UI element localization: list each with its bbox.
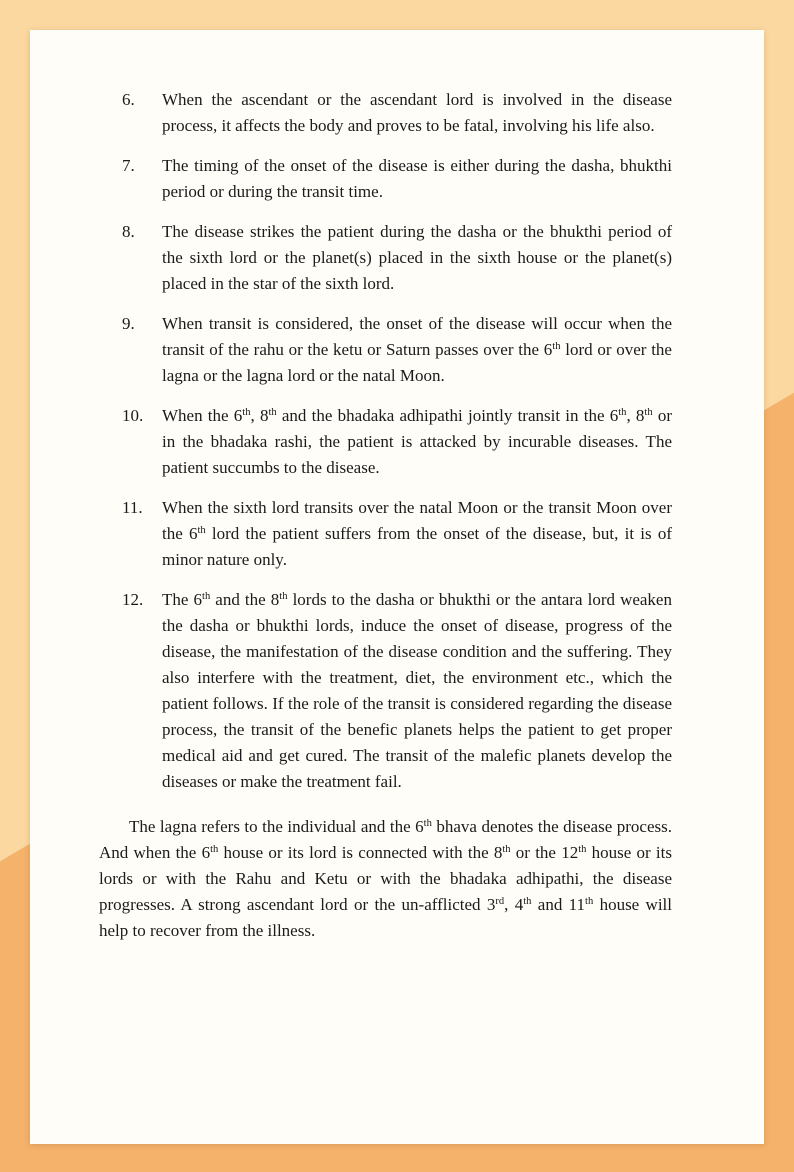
list-item-text: When the ascendant or the ascendant lord is involved in the disease process, it affects the body and proves to be fatal, involving his life also. bbox=[162, 90, 672, 135]
list-item bbox=[99, 311, 672, 389]
list-item-text: The 6th and the 8th lords to the dasha or bhukthi or the antara lord weaken the dasha or bhukthi lords, induce the onset of disease, progress of the disease, the manifestation of the disease condition and the suffering. They also interfere with the treatment, diet, the environment etc., which the patient follows. If the role of the transit is considered regarding the disease process, the transit of the benefic planets helps the patient to get proper medical aid and get cured. The transit of the malefic planets develop the diseases or make the treatment fail. bbox=[162, 590, 672, 791]
list-item-number: 10. bbox=[122, 406, 144, 425]
list-item-text: The disease strikes the patient during the dasha or the bhukthi period of the sixth lord or the planet(s) placed in the sixth house or the planet(s) placed in the star of the sixth lord. bbox=[162, 222, 672, 293]
closing-paragraph: The lagna refers to the individual and the 6th bhava denotes the disease process. And when the 6th house or its lord is connected with the 8th or the 12th house or its lords or with the Rahu and Ketu or with the bhadaka adhipathi, the disease progresses. A strong ascendant lord or the un-afflicted 3rd, 4th and 11th house will help to recover from the illness. bbox=[99, 817, 673, 940]
list-item bbox=[99, 403, 672, 481]
page-content bbox=[99, 87, 672, 944]
list-item-number: 11. bbox=[122, 498, 143, 517]
list-item bbox=[99, 153, 672, 205]
list-item-text: The timing of the onset of the disease is either during the dasha, bhukthi period or during the transit time. bbox=[162, 156, 672, 201]
list-item-text: When the sixth lord transits over the natal Moon or the transit Moon over the 6th lord the patient suffers from the onset of the disease, but, it is of minor nature only. bbox=[162, 498, 672, 569]
list-item bbox=[99, 87, 672, 139]
list-item-number: 12. bbox=[122, 590, 144, 609]
book-page bbox=[30, 30, 764, 1144]
list-item-number: 9. bbox=[122, 314, 135, 333]
list-item-number: 8. bbox=[122, 222, 135, 241]
list-item-number: 7. bbox=[122, 156, 135, 175]
list-item bbox=[99, 219, 672, 297]
list-item-number: 6. bbox=[122, 90, 135, 109]
list-item-text: When the 6th, 8th and the bhadaka adhipathi jointly transit in the 6th, 8th or in the bhadaka rashi, the patient is attacked by incurable diseases. The patient succumbs to the disease. bbox=[162, 406, 672, 477]
list-item-text: When transit is considered, the onset of the disease will occur when the transit of the rahu or the ketu or Saturn passes over the 6th lord or over the lagna or the lagna lord or the natal Moon. bbox=[162, 314, 672, 385]
list-item bbox=[99, 587, 672, 795]
list-item bbox=[99, 495, 672, 573]
